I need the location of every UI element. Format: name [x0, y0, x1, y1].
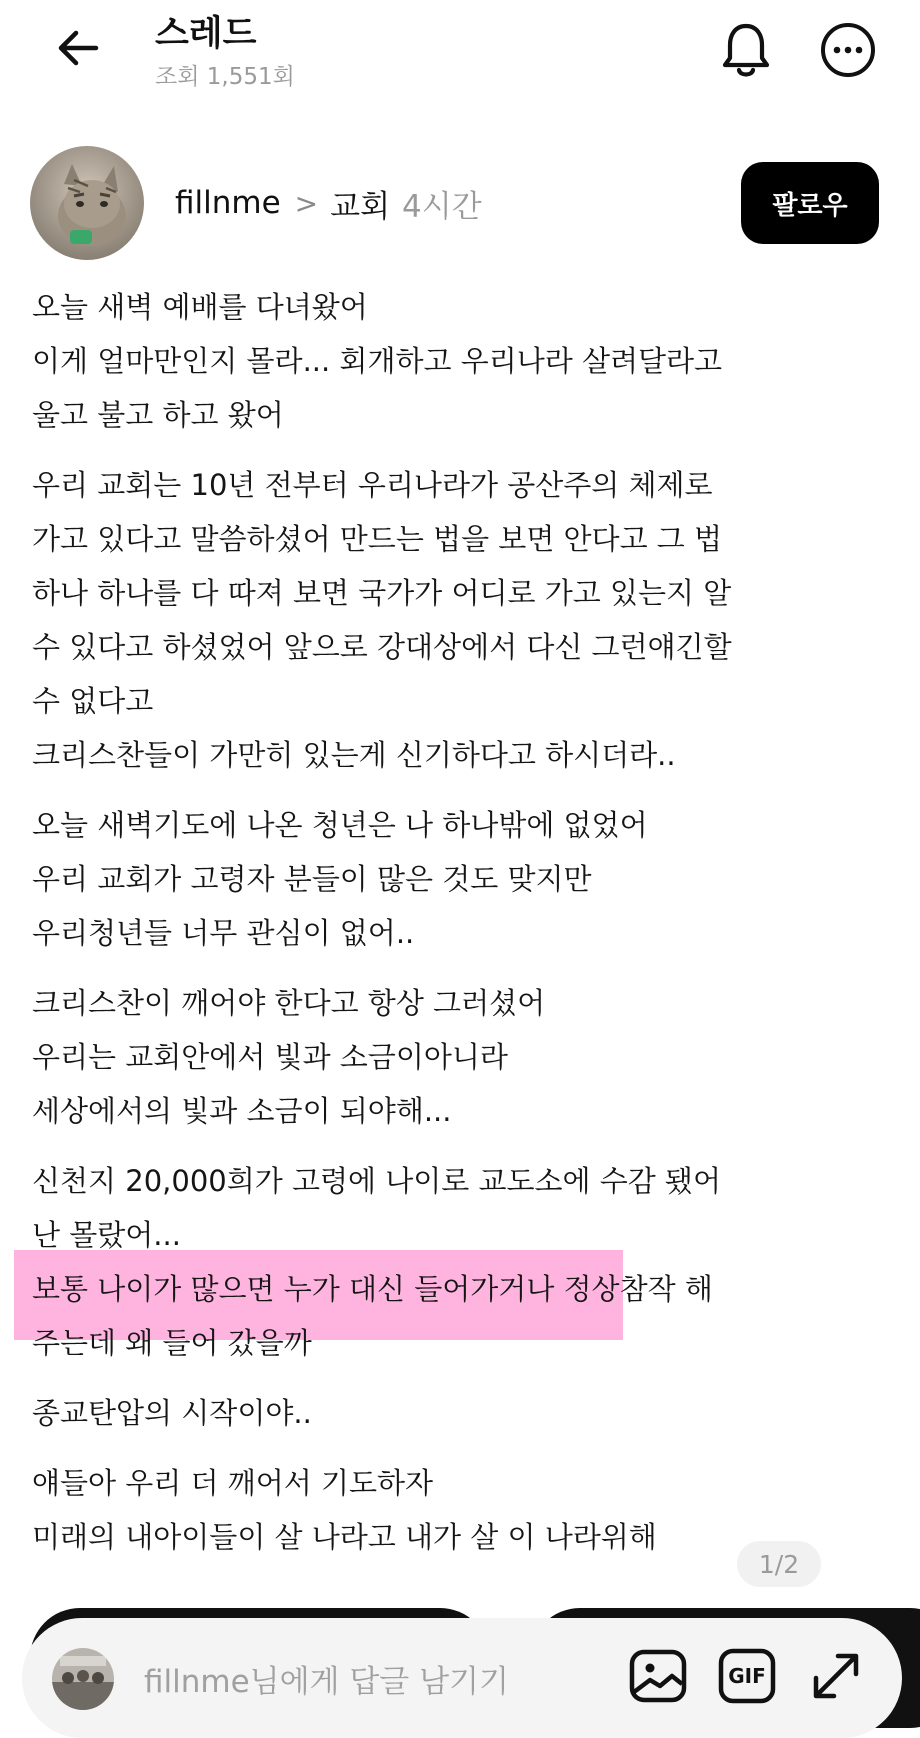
post-text-line: 가고 있다고 말씀하셨어 만드는 법을 보면 안다고 그 법 — [32, 522, 723, 556]
post-text-line: 우리청년들 너무 관심이 없어.. — [32, 916, 415, 950]
back-button[interactable] — [48, 18, 108, 78]
image-icon — [628, 1648, 688, 1704]
arrow-left-icon — [56, 28, 100, 68]
attach-image-button[interactable] — [628, 1648, 688, 1704]
post-text-line: 미래의 내아이들이 살 나라고 내가 살 이 나라위해 — [32, 1520, 657, 1554]
header — [0, 0, 920, 110]
author-username[interactable]: fillnme — [175, 185, 281, 221]
post-text-line: 크리스찬들이 가만히 있는게 신기하다고 하시더라.. — [32, 738, 676, 772]
author-avatar[interactable] — [30, 146, 144, 260]
follow-button[interactable]: 팔로우 — [741, 162, 879, 244]
post-text-line: 종교탄압의 시작이야.. — [32, 1396, 312, 1430]
post-text-line: 하나 하나를 다 따져 보면 국가가 어디로 가고 있는지 알 — [32, 576, 732, 610]
reply-input[interactable]: fillnme님에게 답글 남기기 — [144, 1664, 509, 1700]
page-title: 스레드 — [155, 14, 257, 54]
post-text-line: 주는데 왜 들어 갔을까 — [32, 1326, 312, 1360]
bell-icon — [720, 20, 772, 80]
post-text-line: 우리는 교회안에서 빛과 소금이아니라 — [32, 1040, 508, 1074]
post-text-line: 세상에서의 빛과 소금이 되야해... — [32, 1094, 452, 1128]
post-text-line: 우리 교회는 10년 전부터 우리나라가 공산주의 체제로 — [32, 468, 713, 502]
post-text-line: 이게 얼마만인지 몰라... 회개하고 우리나라 살려달라고 — [32, 344, 723, 378]
post-text-line: 오늘 새벽기도에 나온 청년은 나 하나밖에 없었어 — [32, 808, 648, 842]
post-text-line: 보통 나이가 많으면 누가 대신 들어가거나 정상참작 해 — [32, 1272, 713, 1306]
expand-button[interactable] — [808, 1648, 864, 1704]
post-text-line: 얘들아 우리 더 깨어서 기도하자 — [32, 1466, 434, 1500]
more-options-button[interactable] — [818, 20, 878, 80]
more-horizontal-icon — [819, 21, 877, 79]
view-count: 조회 1,551회 — [155, 64, 295, 90]
post-text-line: 난 몰랐어... — [32, 1218, 181, 1252]
page-indicator: 1/2 — [737, 1541, 821, 1587]
post-paragraph — [32, 1154, 892, 1370]
post-paragraph — [32, 280, 892, 442]
post-text-line: 수 있다고 하셨었어 앞으로 강대상에서 다신 그런얘긴할 — [32, 630, 732, 664]
post-text-line: 수 없다고 — [32, 684, 154, 718]
chevron-right-icon: > — [294, 186, 319, 220]
gif-label: GIF — [728, 1664, 766, 1688]
post-text-line: 우리 교회가 고령자 분들이 많은 것도 맞지만 — [32, 862, 592, 896]
gif-button[interactable] — [718, 1648, 776, 1704]
topic-tag[interactable]: 교회 — [330, 188, 391, 225]
post-text-line: 신천지 20,000희가 고령에 나이로 교도소에 수감 됐어 — [32, 1164, 722, 1198]
post-timestamp: 4시간 — [402, 188, 482, 225]
post-paragraph — [32, 458, 892, 782]
author-row — [175, 180, 482, 226]
notification-button[interactable] — [718, 18, 774, 82]
post-text-line: 오늘 새벽 예배를 다녀왔어 — [32, 290, 368, 324]
post-paragraph — [32, 798, 892, 960]
post-text-line: 크리스찬이 깨어야 한다고 항상 그러셨어 — [32, 986, 546, 1020]
post-paragraph — [32, 976, 892, 1138]
post-text-line: 울고 불고 하고 왔어 — [32, 398, 284, 432]
expand-icon — [808, 1648, 864, 1704]
post-body — [32, 280, 892, 1580]
post-paragraph — [32, 1386, 892, 1440]
